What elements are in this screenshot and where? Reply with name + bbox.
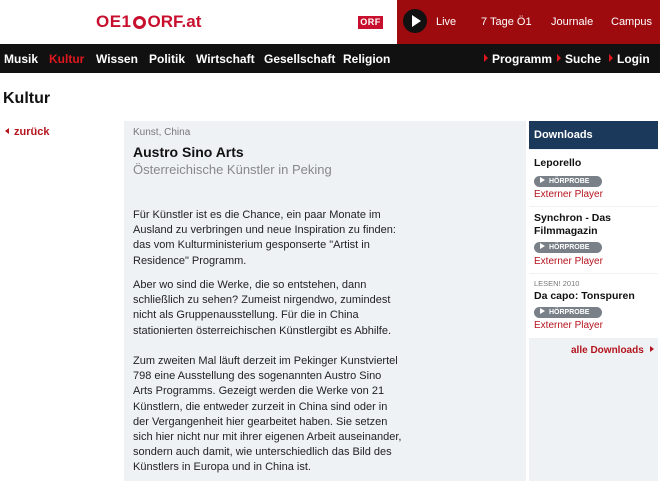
external-player-link[interactable]: Externer Player [534,256,603,267]
download-item [529,207,658,273]
top-bar [0,0,660,44]
external-player-link[interactable]: Externer Player [534,320,603,331]
external-player-link[interactable]: Externer Player [534,189,603,200]
top-nav-7-tage[interactable]: 7 Tage Ö1 [481,16,532,28]
nav-suche[interactable]: Suche [557,52,601,66]
article-subtitle: Österreichische Künstler in Peking [133,162,332,177]
nav-item-wissen[interactable]: Wissen [96,52,138,66]
section-title: Kultur [3,90,51,107]
logo-orf-text: ORF.at [147,12,202,31]
play-arrow-icon [540,243,545,249]
play-arrow-icon [540,177,545,183]
top-nav-journale[interactable]: Journale [551,16,594,28]
back-link[interactable]: zurück [5,126,49,138]
hoerprobe-label: HÖRPROBE [549,244,590,251]
hoerprobe-button[interactable] [534,307,602,318]
all-downloads-link[interactable]: alle Downloads [571,345,654,356]
article-paragraph: Zum zweiten Mal läuft derzeit im Pekinger Kunstviertel 798 eine Ausstellung des sogenannten Austro Sino Arts Programms. Gezeigt werden die Werke von 21 Künstlern, die entweder zurzeit in China sind oder in der Vergangenheit hier gearbeitet haben. Sie setzen sich hier nicht nur mit ihrer eigenen Arbeit auseinander, sondern auch damit, wie unterschiedlich das Bild des Künstlers in Europa und in China ist. [133,355,402,474]
download-title[interactable]: Da capo: Tonspuren [534,290,635,302]
article-title: Austro Sino Arts [133,144,244,160]
download-item [529,274,658,338]
nav-login[interactable]: Login [609,52,650,66]
article-paragraph: Für Künstler ist es die Chance, ein paar Monate im Ausland zu verbringen und neue Inspiration zu finden: das vom Kulturministerium gesponserte "Artist in Residence" Programm. [133,209,396,267]
downloads-header [529,121,658,149]
orf-badge[interactable]: ORF [358,16,383,29]
logo-ring-icon [133,16,146,29]
hoerprobe-label: HÖRPROBE [549,309,590,316]
hoerprobe-button[interactable] [534,242,602,253]
download-pretitle: LESEN! 2010 [534,279,580,288]
oe1-orf-logo[interactable] [96,12,201,32]
hoerprobe-button[interactable] [534,176,602,187]
download-title[interactable]: Leporello [534,157,582,169]
top-nav-campus[interactable]: Campus [611,16,652,28]
downloads-header-label: Downloads [534,129,593,141]
main-nav [0,44,660,73]
nav-item-wirtschaft[interactable]: Wirtschaft [196,52,255,66]
article-paragraph: Aber wo sind die Werke, die so entstehen, dann schließlich zu sehen? Zumeist nirgendwo, zumindest nicht als Gruppenausstellung. Für die in China stationierten österreichischen Künstlergibt es Abhilfe. [133,279,392,337]
nav-item-religion[interactable]: Religion [343,52,391,66]
play-arrow-icon [540,308,545,314]
nav-programm[interactable]: Programm [484,52,552,66]
nav-item-kultur[interactable]: Kultur [49,52,85,66]
nav-item-musik[interactable]: Musik [4,52,39,66]
article-kicker: Kunst, China [133,127,191,138]
hoerprobe-label: HÖRPROBE [549,178,590,185]
nav-item-politik[interactable]: Politik [149,52,186,66]
download-item [529,150,658,206]
logo-oe1-text: OE1 [96,12,132,31]
live-play-icon[interactable] [403,9,427,33]
top-nav-live[interactable]: Live [436,16,457,28]
download-title[interactable]: Synchron - Das Filmmagazin [534,212,612,237]
nav-item-gesellschaft[interactable]: Gesellschaft [264,52,336,66]
